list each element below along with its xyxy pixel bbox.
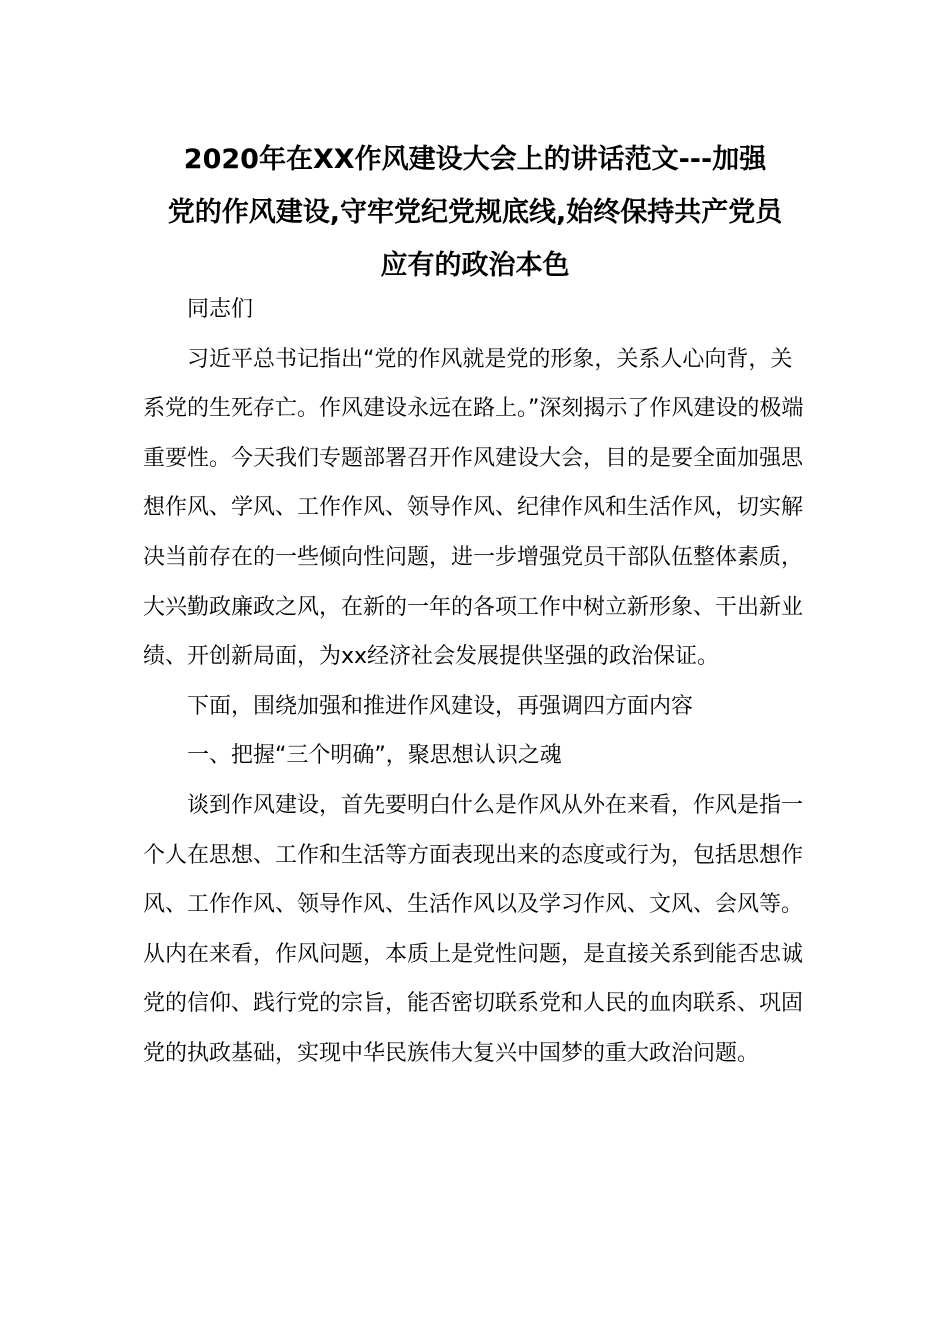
section-heading-1: 一、把握“三个明确”，聚思想认识之魂 [187,743,562,769]
document-title [140,133,810,292]
paragraph-transition: 下面，围绕加强和推进作风建设，再强调四方面内容 [187,693,694,719]
document-body [143,285,807,1079]
title-line-3: 应有的政治本色 [380,250,570,281]
title-line-1: 2020年在XX作风建设大会上的讲话范文---加强 [183,144,767,175]
paragraph-section-1: 谈到作风建设，首先要明白什么是作风从外在来看，作风是指一个人在思想、工作和生活等方面表现出来的态度或行为，包括思想作风、工作作风、领导作风、生活作风以及学习作风、文风、会风等。从内在来看，作风问题，本质上是党性问题，是直接关系到能否忠诚党的信仰、践行党的宗旨，能否密切联系党和人民的血肉联系、巩固党的执政基础，实现中华民族伟大复兴中国梦的重大政治问题。 [143,792,804,1066]
title-line-2: 党的作风建设,守牢党纪党规底线,始终保持共产党员 [167,197,783,228]
paragraph-intro: 习近平总书记指出“党的作风就是党的形象，关系人心向背，关系党的生死存亡。作风建设永远在路上。”深刻揭示了作风建设的极端重要性。今天我们专题部署召开作风建设大会，目的是要全面加强思想作风、学风、工作作风、领导作风、纪律作风和生活作风，切实解决当前存在的一些倾向性问题，进一步增强党员干部队伍整体素质，大兴勤政廉政之风，在新的一年的各项工作中树立新形象、干出新业绩、开创新局面，为xx经济社会发展提供坚强的政治保证。 [143,346,804,670]
salutation: 同志们 [187,297,254,322]
